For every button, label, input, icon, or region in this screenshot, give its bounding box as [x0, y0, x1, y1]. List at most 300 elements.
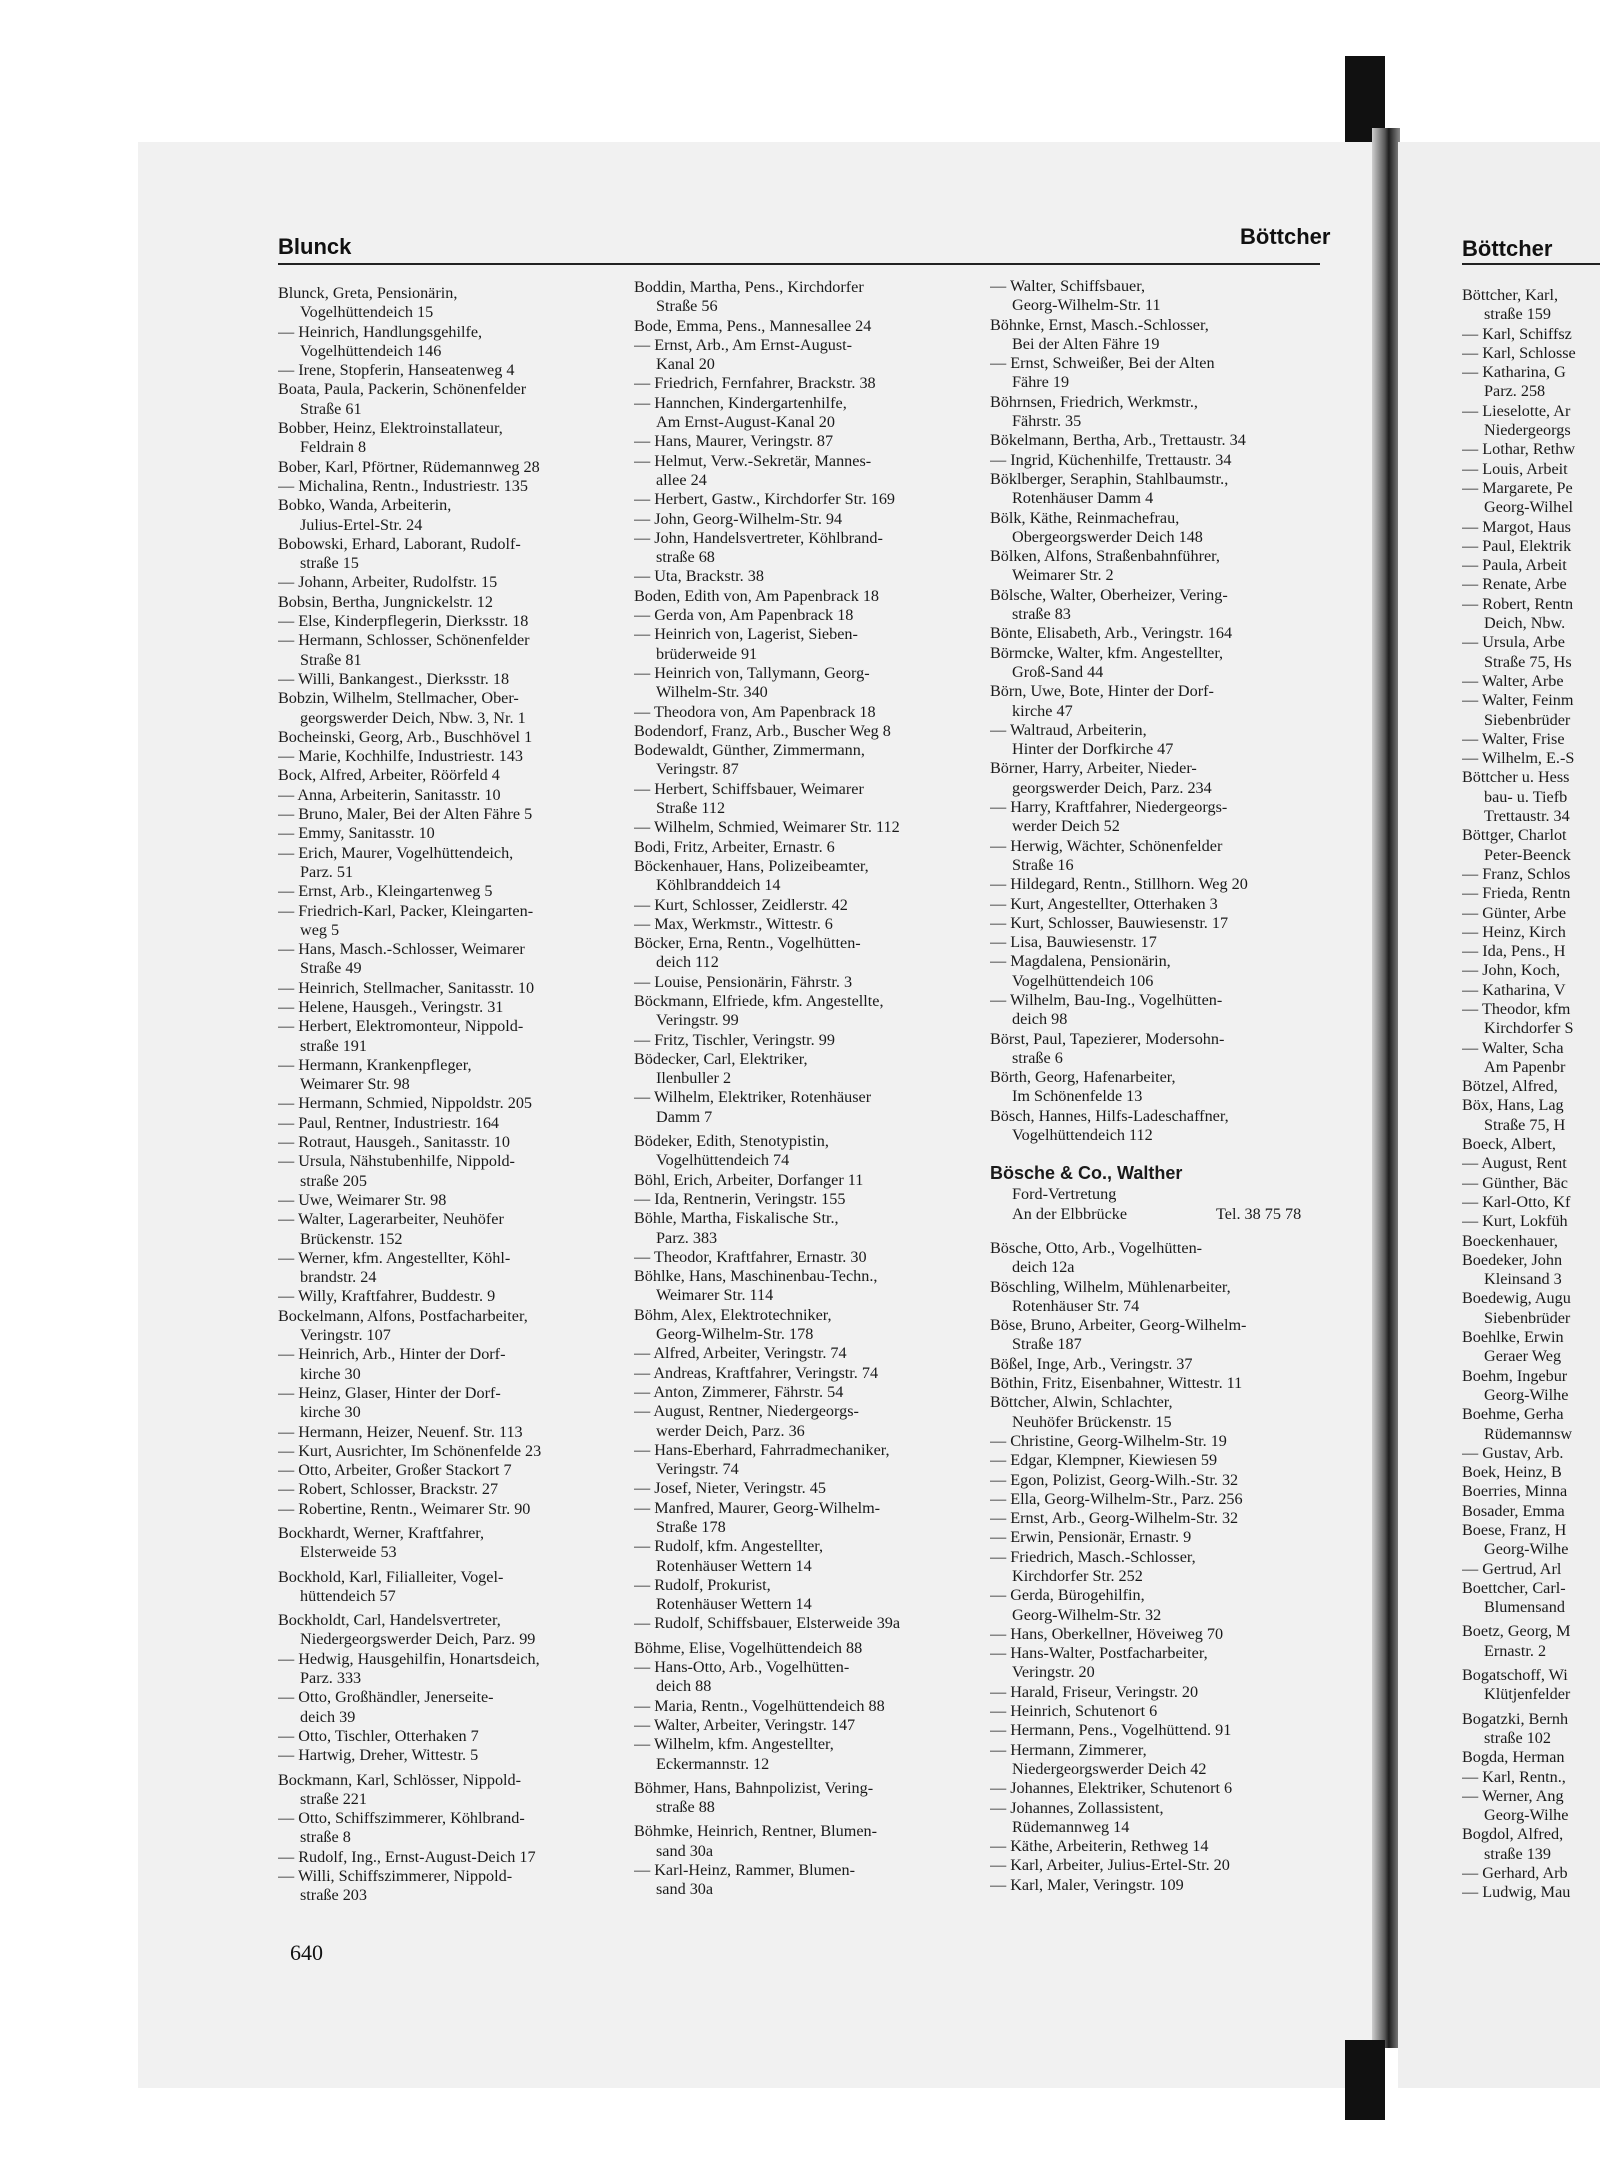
- directory-entry-line: — Hermann, Zimmerer,: [990, 1740, 1147, 1759]
- directory-entry-line: Bockmann, Karl, Schlösser, Nippold-: [278, 1770, 522, 1789]
- directory-entry-line: — Ernst, Arb., Kleingartenweg 5: [278, 882, 493, 901]
- directory-entry-line: — Rudolf, kfm. Angestellter,: [634, 1537, 824, 1556]
- directory-entry-line: Bogda, Herman: [1462, 1748, 1565, 1767]
- directory-entry-line: — Bruno, Maler, Bei der Alten Fähre 5: [278, 805, 533, 824]
- directory-entry-line: — Maria, Rentn., Vogelhüttendeich 88: [634, 1696, 885, 1715]
- entry-continuation-line: Georg-Wilhelm-Str. 178: [656, 1325, 814, 1344]
- directory-entry-line: — Ursula, Arbe: [1462, 633, 1565, 652]
- directory-entry-line: — Hans-Walter, Postfacharbeiter,: [990, 1644, 1208, 1663]
- directory-entry-line: — Otto, Arbeiter, Großer Stackort 7: [278, 1461, 512, 1480]
- entry-continuation-line: Vogelhüttendeich 106: [1012, 971, 1154, 990]
- entry-continuation-line: Kirchdorfer Str. 252: [1012, 1567, 1143, 1585]
- next-page-header-rule: [1462, 263, 1600, 265]
- header-rule: [278, 263, 1320, 265]
- entry-continuation-line: Siebenbrüder: [1484, 710, 1571, 729]
- entry-continuation-line: deich 12a: [1012, 1258, 1075, 1277]
- column-2: [634, 278, 976, 1900]
- directory-entry-line: — Paul, Rentner, Industriestr. 164: [278, 1113, 500, 1132]
- directory-entry-line: Böttcher, Karl,: [1462, 286, 1558, 304]
- directory-entry-line: Boek, Heinz, B: [1462, 1463, 1562, 1482]
- entry-continuation-line: Straße 56: [656, 297, 718, 316]
- directory-entry-line: — Katharina, G: [1462, 363, 1566, 382]
- entry-continuation-line: straße 139: [1484, 1844, 1551, 1863]
- directory-entry-line: Bock, Alfred, Arbeiter, Röörfeld 4: [278, 766, 500, 785]
- directory-entry-line: — Herbert, Elektromonteur, Nippold-: [278, 1017, 524, 1036]
- directory-entry-line: Bockhold, Karl, Filialleiter, Vogel-: [278, 1567, 504, 1586]
- directory-entry-line: — Hildegard, Rentn., Stillhorn. Weg 20: [990, 875, 1248, 894]
- directory-entry-line: — Heinz, Glaser, Hinter der Dorf-: [278, 1383, 501, 1402]
- directory-entry-line: Bogdol, Alfred,: [1462, 1825, 1564, 1844]
- directory-entry-line: — Katharina, V: [1462, 980, 1566, 999]
- directory-entry-line: — Walter, Scha: [1462, 1038, 1564, 1057]
- directory-entry-line: — Otto, Tischler, Otterhaken 7: [278, 1726, 479, 1745]
- directory-entry-line: — Kurt, Ausrichter, Im Schönenfelde 23: [278, 1441, 542, 1460]
- directory-entry-line: — Heinrich, Handlungsgehilfe,: [278, 322, 483, 341]
- directory-entry-line: — Kurt, Angestellter, Otterhaken 3: [990, 894, 1218, 913]
- entry-continuation-line: werder Deich 52: [1012, 817, 1120, 836]
- entry-continuation-line: Rotenhäuser Wettern 14: [656, 1595, 812, 1614]
- entry-continuation-line: Veringstr. 99: [656, 1011, 739, 1030]
- next-page-running-head: Böttcher: [1462, 236, 1553, 261]
- entry-continuation-line: Klütjenfelder: [1484, 1685, 1571, 1704]
- entry-continuation-line: Fährstr. 35: [1012, 412, 1082, 431]
- entry-continuation-line: Am Ernst-August-Kanal 20: [656, 413, 835, 432]
- directory-entry-line: — Walter, Lagerarbeiter, Neuhöfer: [278, 1210, 504, 1229]
- directory-entry-line: — Ludwig, Mau: [1462, 1883, 1571, 1902]
- directory-entry-line: — Johannes, Elektriker, Schutenort 6: [990, 1779, 1233, 1798]
- directory-entry-line: Bölk, Käthe, Reinmachefrau,: [990, 508, 1180, 527]
- directory-entry-line: Blunck, Greta, Pensionärin,: [278, 284, 458, 302]
- directory-entry-line: — Heinz, Kirch: [1462, 922, 1566, 941]
- directory-entry-line: Bocheinski, Georg, Arb., Buschhövel 1: [278, 727, 533, 746]
- entry-continuation-line: Straße 81: [300, 650, 362, 669]
- advertisement-telephone: Tel. 38 75 78: [1216, 1204, 1302, 1223]
- entry-continuation-line: Veringstr. 87: [656, 760, 739, 779]
- directory-entry-line: — Hermann, Heizer, Neuenf. Str. 113: [278, 1422, 523, 1441]
- directory-entry-line: — Hedwig, Hausgehilfin, Honartsdeich,: [278, 1649, 540, 1668]
- entry-continuation-line: Straße 112: [656, 799, 726, 818]
- entry-continuation-line: Eckermannstr. 12: [656, 1754, 770, 1773]
- directory-entry-line: Boese, Franz, H: [1462, 1521, 1567, 1539]
- entry-continuation-line: hüttendeich 57: [300, 1586, 396, 1605]
- directory-entry-line: — Heinrich, Arb., Hinter der Dorf-: [278, 1345, 506, 1364]
- directory-entry-line: — Gerhard, Arb: [1462, 1864, 1568, 1883]
- entry-continuation-line: Am Papenbr: [1484, 1057, 1566, 1076]
- directory-entry-line: Boehlke, Erwin: [1462, 1328, 1564, 1347]
- directory-entry-line: — Waltraud, Arbeiterin,: [990, 720, 1147, 739]
- directory-entry-line: — Hermann, Pens., Vogelhüttend. 91: [990, 1721, 1232, 1740]
- directory-entry-line: Böhm, Alex, Elektrotechniker,: [634, 1305, 832, 1324]
- directory-entry-line: — Willy, Kraftfahrer, Buddestr. 9: [278, 1287, 496, 1306]
- entry-continuation-line: Kirchdorfer S: [1484, 1019, 1574, 1038]
- entry-continuation-line: straße 68: [656, 548, 715, 567]
- directory-entry-line: Bödecker, Carl, Elektriker,: [634, 1049, 808, 1068]
- directory-entry-line: — Hans-Eberhard, Fahrradmechaniker,: [634, 1440, 890, 1459]
- directory-entry-line: — Walter, Frise: [1462, 729, 1565, 748]
- entry-continuation-line: Straße 75, Hs: [1484, 652, 1572, 671]
- entry-continuation-line: deich 88: [656, 1677, 712, 1696]
- entry-continuation-line: brüderweide 91: [656, 644, 758, 663]
- directory-entry-line: Bobber, Heinz, Elektroinstallateur,: [278, 419, 503, 438]
- page-number: 640: [290, 1940, 323, 1965]
- entry-continuation-line: Straße 49: [300, 959, 362, 978]
- directory-entry-line: Böse, Bruno, Arbeiter, Georg-Wilhelm-: [990, 1316, 1247, 1335]
- directory-entry-line: — Hans, Maurer, Veringstr. 87: [634, 432, 834, 451]
- entry-continuation-line: Geraer Weg: [1484, 1347, 1562, 1366]
- column-3-top: [990, 277, 1335, 1145]
- directory-entry-line: — Margot, Haus: [1462, 517, 1571, 536]
- entry-continuation-line: brandstr. 24: [300, 1268, 377, 1287]
- advertisement-name: Bösche & Co., Walther: [990, 1163, 1183, 1184]
- directory-entry-line: — Renate, Arbe: [1462, 575, 1567, 594]
- entry-continuation-line: Kleinsand 3: [1484, 1270, 1562, 1289]
- directory-entry-line: Bogatschoff, Wi: [1462, 1666, 1568, 1685]
- directory-entry-line: — Walter, Schiffsbauer,: [990, 277, 1146, 295]
- directory-entry-line: — Ida, Rentnerin, Veringstr. 155: [634, 1189, 846, 1208]
- directory-entry-line: — Wilhelm, Elektriker, Rotenhäuser: [634, 1088, 872, 1107]
- book-spine: [1372, 128, 1400, 2048]
- directory-entry-line: — Marie, Kochhilfe, Industriestr. 143: [278, 747, 524, 766]
- entry-continuation-line: straße 88: [656, 1798, 715, 1817]
- directory-entry-line: — Kurt, Schlosser, Bauwiesenstr. 17: [990, 913, 1229, 932]
- directory-entry-line: — Karl, Maler, Veringstr. 109: [990, 1875, 1184, 1894]
- directory-entry-line: Böckenhauer, Hans, Polizeibeamter,: [634, 856, 869, 875]
- directory-entry-line: — Gustav, Arb.: [1462, 1443, 1564, 1462]
- directory-entry-line: — Günther, Bäc: [1462, 1173, 1568, 1192]
- directory-entry-line: — Alfred, Arbeiter, Veringstr. 74: [634, 1344, 847, 1363]
- directory-entry-line: — Karl, Arbeiter, Julius-Ertel-Str. 20: [990, 1856, 1230, 1875]
- directory-entry-line: — Lothar, Rethw: [1462, 440, 1576, 459]
- directory-entry-line: Bodi, Fritz, Arbeiter, Ernastr. 6: [634, 837, 835, 856]
- directory-entry-line: — Frieda, Rentn: [1462, 884, 1571, 903]
- directory-entry-line: — Gerda von, Am Papenbrack 18: [634, 606, 854, 625]
- directory-entry-line: — Karl, Schlosse: [1462, 343, 1576, 362]
- directory-entry-line: — Wilhelm, kfm. Angestellter,: [634, 1735, 834, 1754]
- entry-continuation-line: Georg-Wilhelm-Str. 32: [1012, 1605, 1162, 1624]
- directory-entry-line: — Johann, Arbeiter, Rudolfstr. 15: [278, 573, 498, 592]
- directory-entry-line: — Ida, Pens., H: [1462, 942, 1566, 961]
- directory-entry-line: Bockhardt, Werner, Kraftfahrer,: [278, 1524, 485, 1542]
- entry-continuation-line: Deich, Nbw.: [1484, 614, 1566, 633]
- entry-continuation-line: Parz. 333: [300, 1669, 362, 1688]
- directory-entry-line: — Robert, Schlosser, Brackstr. 27: [278, 1480, 499, 1499]
- entry-continuation-line: straße 159: [1484, 305, 1551, 324]
- directory-entry-line: — Erich, Maurer, Vogelhüttendeich,: [278, 843, 514, 862]
- entry-continuation-line: Fähre 19: [1012, 373, 1070, 392]
- directory-entry-line: Bökelmann, Bertha, Arb., Trettaustr. 34: [990, 431, 1246, 450]
- entry-continuation-line: Straße 178: [656, 1518, 726, 1536]
- directory-entry-line: — John, Koch,: [1462, 961, 1561, 980]
- directory-entry-line: — Werner, Ang: [1462, 1786, 1564, 1805]
- entry-continuation-line: Parz. 383: [656, 1228, 718, 1247]
- directory-entry-line: Boetz, Georg, M: [1462, 1622, 1571, 1641]
- directory-entry-line: — Karl-Heinz, Rammer, Blumen-: [634, 1861, 855, 1880]
- directory-entry-line: — Ingrid, Küchenhilfe, Trettaustr. 34: [990, 450, 1232, 469]
- directory-entry-line: — Paul, Elektrik: [1462, 536, 1572, 555]
- binding-strip-bottom: [1345, 2040, 1385, 2120]
- entry-continuation-line: Hinter der Dorfkirche 47: [1012, 740, 1174, 759]
- entry-continuation-line: Georg-Wilhelm-Str. 11: [1012, 296, 1161, 315]
- entry-continuation-line: Georg-Wilhe: [1484, 1806, 1569, 1825]
- directory-entry-line: Böcker, Erna, Rentn., Vogelhütten-: [634, 934, 861, 953]
- directory-entry-line: — Emmy, Sanitasstr. 10: [278, 824, 435, 843]
- entry-continuation-line: Obergeorgswerder Deich 148: [1012, 527, 1203, 546]
- directory-entry-line: Boata, Paula, Packerin, Schönenfelder: [278, 380, 527, 399]
- directory-entry-line: Bösch, Hannes, Hilfs-Ladeschaffner,: [990, 1106, 1229, 1125]
- directory-entry-line: Bobzin, Wilhelm, Stellmacher, Ober-: [278, 689, 519, 708]
- directory-entry-line: Bößel, Inge, Arb., Veringstr. 37: [990, 1354, 1193, 1373]
- entry-continuation-line: Straße 16: [1012, 855, 1074, 874]
- directory-entry-line: Börmcke, Walter, kfm. Angestellter,: [990, 643, 1224, 662]
- entry-continuation-line: Bei der Alten Fähre 19: [1012, 334, 1160, 353]
- running-head-left: Blunck: [278, 234, 352, 259]
- directory-entry-line: Bober, Karl, Pförtner, Rüdemannweg 28: [278, 457, 540, 476]
- directory-entry-line: Böhnke, Ernst, Masch.-Schlosser,: [990, 315, 1209, 334]
- directory-entry-line: — Werner, kfm. Angestellter, Köhl-: [278, 1248, 511, 1267]
- directory-entry-line: — Friedrich-Karl, Packer, Kleingarten-: [278, 901, 534, 920]
- directory-entry-line: Bogatzki, Bernh: [1462, 1709, 1569, 1728]
- entry-continuation-line: Köhlbranddeich 14: [656, 876, 781, 895]
- directory-entry-line: — Heinrich, Schutenort 6: [990, 1702, 1158, 1721]
- directory-entry-line: — Heinrich von, Lagerist, Sieben-: [634, 625, 858, 644]
- directory-entry-line: — Karl, Schiffsz: [1462, 324, 1572, 343]
- entry-continuation-line: Ernastr. 2: [1484, 1641, 1547, 1660]
- directory-entry-line: — Friedrich, Fernfahrer, Brackstr. 38: [634, 374, 876, 393]
- entry-continuation-line: Straße 61: [300, 399, 362, 418]
- directory-entry-line: — Anna, Arbeiterin, Sanitasstr. 10: [278, 785, 501, 804]
- entry-continuation-line: Georg-Wilhe: [1484, 1385, 1569, 1404]
- directory-entry-line: Bodendorf, Franz, Arb., Buscher Weg 8: [634, 721, 891, 740]
- directory-entry-line: — Erwin, Pensionär, Ernastr. 9: [990, 1528, 1192, 1547]
- entry-continuation-line: Rotenhäuser Str. 74: [1012, 1296, 1140, 1315]
- entry-continuation-line: straße 205: [300, 1171, 367, 1190]
- entry-continuation-line: Weimarer Str. 2: [1012, 566, 1114, 585]
- directory-entry-line: — Heinrich von, Tallymann, Georg-: [634, 663, 870, 682]
- entry-continuation-line: Veringstr. 107: [300, 1326, 391, 1345]
- directory-entry-line: Bölsche, Walter, Oberheizer, Vering-: [990, 585, 1228, 604]
- directory-entry-line: — Uta, Brackstr. 38: [634, 567, 764, 586]
- directory-entry-line: — Ernst, Schweißer, Bei der Alten: [990, 354, 1215, 373]
- directory-entry-line: Böhle, Martha, Fiskalische Str.,: [634, 1209, 839, 1228]
- entry-continuation-line: bau- u. Tiefb: [1484, 787, 1568, 806]
- directory-entry-line: — Lisa, Bauwiesenstr. 17: [990, 933, 1157, 952]
- directory-entry-line: — Harry, Kraftfahrer, Niedergeorgs-: [990, 798, 1228, 817]
- directory-entry-line: — Günter, Arbe: [1462, 903, 1567, 922]
- entry-continuation-line: Veringstr. 20: [1012, 1663, 1095, 1682]
- directory-entry-line: — August, Rentner, Niedergeorgs-: [634, 1402, 859, 1421]
- directory-entry-line: — Magdalena, Pensionärin,: [990, 952, 1171, 971]
- directory-entry-line: Bockholdt, Carl, Handelsvertreter,: [278, 1611, 501, 1630]
- directory-entry-line: — Rudolf, Prokurist,: [634, 1575, 771, 1594]
- entry-continuation-line: Weimarer Str. 114: [656, 1286, 774, 1305]
- directory-entry-line: — Louis, Arbeit: [1462, 459, 1568, 478]
- directory-entry-line: — Michalina, Rentn., Industriestr. 135: [278, 476, 528, 495]
- directory-entry-line: — Walter, Arbeiter, Veringstr. 147: [634, 1715, 856, 1734]
- entry-continuation-line: Parz. 51: [300, 862, 354, 881]
- column-3-bottom: [990, 1234, 1335, 1895]
- entry-continuation-line: straße 221: [300, 1789, 367, 1808]
- entry-continuation-line: Rotenhäuser Damm 4: [1012, 489, 1154, 508]
- column-4-next-page: [1462, 286, 1600, 1903]
- directory-entry-line: Boehme, Gerha: [1462, 1405, 1564, 1424]
- directory-entry-line: Bölken, Alfons, Straßenbahnführer,: [990, 547, 1220, 566]
- directory-entry-line: — Margarete, Pe: [1462, 478, 1573, 497]
- entry-continuation-line: Siebenbrüder: [1484, 1308, 1571, 1327]
- directory-entry-line: — Ernst, Arb., Georg-Wilhelm-Str. 32: [990, 1509, 1239, 1528]
- directory-entry-line: — Josef, Nieter, Veringstr. 45: [634, 1479, 826, 1498]
- entry-continuation-line: sand 30a: [656, 1880, 714, 1899]
- entry-continuation-line: Niedergeorgswerder Deich 42: [1012, 1759, 1207, 1778]
- entry-continuation-line: allee 24: [656, 470, 707, 489]
- directory-entry-line: Böhme, Elise, Vogelhüttendeich 88: [634, 1638, 863, 1657]
- directory-entry-line: — Else, Kinderpflegerin, Dierksstr. 18: [278, 612, 529, 631]
- directory-entry-line: — Hans, Oberkellner, Höveiweg 70: [990, 1624, 1224, 1643]
- entry-continuation-line: deich 39: [300, 1707, 356, 1726]
- directory-entry-line: Böhmke, Heinrich, Rentner, Blumen-: [634, 1822, 878, 1841]
- directory-entry-line: Bosader, Emma: [1462, 1501, 1565, 1520]
- directory-entry-line: — Otto, Großhändler, Jenerseite-: [278, 1688, 494, 1707]
- entry-continuation-line: straße 191: [300, 1036, 367, 1055]
- directory-entry-line: — Max, Werkmstr., Wittestr. 6: [634, 914, 833, 933]
- directory-entry-line: — August, Rent: [1462, 1154, 1567, 1173]
- directory-entry-line: Bobowski, Erhard, Laborant, Rudolf-: [278, 534, 521, 553]
- entry-continuation-line: deich 98: [1012, 1010, 1068, 1029]
- directory-entry-line: — Hans, Masch.-Schlosser, Weimarer: [278, 940, 525, 959]
- directory-entry-line: — Edgar, Klempner, Kiewiesen 59: [990, 1451, 1218, 1470]
- directory-entry-line: — Fritz, Tischler, Veringstr. 99: [634, 1030, 835, 1049]
- directory-entry-line: Böhrnsen, Friedrich, Werkmstr.,: [990, 392, 1198, 411]
- directory-entry-line: — Walter, Feinm: [1462, 691, 1574, 710]
- directory-entry-line: Boeck, Albert,: [1462, 1135, 1556, 1154]
- directory-entry-line: — Ella, Georg-Wilhelm-Str., Parz. 256: [990, 1489, 1243, 1508]
- directory-entry-line: — Uwe, Weimarer Str. 98: [278, 1190, 447, 1209]
- entry-continuation-line: straße 83: [1012, 605, 1071, 624]
- directory-entry-line: Böttcher, Alwin, Schlachter,: [990, 1393, 1173, 1412]
- entry-continuation-line: Vogelhüttendeich 146: [300, 341, 442, 360]
- advertisement-line-1: Ford-Vertretung: [1012, 1185, 1117, 1204]
- directory-entry-line: — Kurt, Schlosser, Zeidlerstr. 42: [634, 895, 848, 914]
- entry-continuation-line: straße 102: [1484, 1728, 1551, 1747]
- directory-entry-line: — Rudolf, Ing., Ernst-August-Deich 17: [278, 1847, 536, 1866]
- directory-entry-line: — Rotraut, Hausgeh., Sanitasstr. 10: [278, 1133, 510, 1152]
- entry-continuation-line: Wilhelm-Str. 340: [656, 683, 768, 702]
- entry-continuation-line: Straße 187: [1012, 1335, 1082, 1354]
- directory-entry-line: — Franz, Schlos: [1462, 864, 1571, 883]
- entry-continuation-line: Straße 75, H: [1484, 1115, 1566, 1134]
- directory-entry-line: — Rudolf, Schiffsbauer, Elsterweide 39a: [634, 1614, 901, 1633]
- directory-entry-line: — Anton, Zimmerer, Fährstr. 54: [634, 1382, 844, 1401]
- directory-entry-line: — Käthe, Arbeiterin, Rethweg 14: [990, 1837, 1209, 1856]
- entry-continuation-line: Brückenstr. 152: [300, 1229, 403, 1248]
- directory-entry-line: Bockelmann, Alfons, Postfacharbeiter,: [278, 1306, 528, 1325]
- entry-continuation-line: Blumensand: [1484, 1598, 1565, 1617]
- entry-continuation-line: Ilenbuller 2: [656, 1069, 732, 1088]
- directory-entry-line: — Wilhelm, Bau-Ing., Vogelhütten-: [990, 990, 1223, 1009]
- directory-entry-line: Börst, Paul, Tapezierer, Modersohn-: [990, 1029, 1225, 1048]
- entry-continuation-line: Neuhöfer Brückenstr. 15: [1012, 1412, 1172, 1431]
- directory-entry-line: — Johannes, Zollassistent,: [990, 1798, 1164, 1817]
- entry-continuation-line: Kanal 20: [656, 355, 715, 374]
- directory-entry-line: Böttger, Charlot: [1462, 826, 1567, 845]
- column-3: [990, 277, 1335, 1895]
- directory-entry-line: Böhlke, Hans, Maschinenbau-Techn.,: [634, 1267, 878, 1286]
- entry-continuation-line: Weimarer Str. 98: [300, 1075, 410, 1094]
- directory-entry-line: Böckmann, Elfriede, kfm. Angestellte,: [634, 991, 884, 1010]
- directory-entry-line: Bobko, Wanda, Arbeiterin,: [278, 496, 452, 515]
- directory-entry-line: — Paula, Arbeit: [1462, 556, 1567, 575]
- directory-entry-line: — Louise, Pensionärin, Fährstr. 3: [634, 972, 853, 991]
- entry-continuation-line: Niedergeorgswerder Deich, Parz. 99: [300, 1630, 536, 1649]
- directory-entry-line: Böttcher u. Hess: [1462, 768, 1570, 787]
- entry-continuation-line: Peter-Beenck: [1484, 845, 1571, 864]
- entry-continuation-line: deich 112: [656, 953, 719, 972]
- directory-entry-line: Boeckenhauer,: [1462, 1231, 1558, 1250]
- directory-entry-line: — Karl, Rentn.,: [1462, 1767, 1566, 1786]
- directory-entry-line: Boehm, Ingebur: [1462, 1366, 1568, 1385]
- directory-entry-line: — Gerda, Bürogehilfin,: [990, 1586, 1145, 1605]
- directory-entry-line: Boddin, Martha, Pens., Kirchdorfer: [634, 278, 864, 296]
- entry-continuation-line: Vogelhüttendeich 112: [1012, 1126, 1153, 1145]
- entry-continuation-line: Damm 7: [656, 1107, 713, 1126]
- directory-entry-line: Bode, Emma, Pens., Mannesallee 24: [634, 316, 872, 335]
- entry-continuation-line: Feldrain 8: [300, 438, 367, 457]
- entry-continuation-line: Veringstr. 74: [656, 1460, 739, 1479]
- directory-entry-line: — Hermann, Krankenpfleger,: [278, 1055, 472, 1074]
- directory-entry-line: — Herwig, Wächter, Schönenfelder: [990, 836, 1223, 855]
- entry-continuation-line: Julius-Ertel-Str. 24: [300, 515, 423, 534]
- directory-entry-line: Börner, Harry, Arbeiter, Nieder-: [990, 759, 1197, 778]
- directory-entry-line: — Hermann, Schmied, Nippoldstr. 205: [278, 1094, 533, 1113]
- entry-continuation-line: straße 203: [300, 1886, 367, 1905]
- directory-entry-line: Bötzel, Alfred,: [1462, 1077, 1558, 1096]
- entry-continuation-line: Rüdemannweg 14: [1012, 1817, 1130, 1836]
- directory-entry-line: — Theodora von, Am Papenbrack 18: [634, 702, 876, 721]
- directory-entry-line: — Ursula, Nähstubenhilfe, Nippold-: [278, 1152, 515, 1171]
- directory-entry-line: — Theodor, Kraftfahrer, Ernastr. 30: [634, 1247, 867, 1266]
- directory-entry-line: — Irene, Stopferin, Hanseatenweg 4: [278, 361, 515, 380]
- entry-continuation-line: Rotenhäuser Wettern 14: [656, 1556, 812, 1575]
- entry-continuation-line: sand 30a: [656, 1841, 714, 1860]
- advertisement-address: An der Elbbrücke: [1012, 1204, 1128, 1223]
- entry-continuation-line: georgswerder Deich, Nbw. 3, Nr. 1: [300, 708, 526, 727]
- directory-entry-line: — Helmut, Verw.-Sekretär, Mannes-: [634, 451, 872, 470]
- entry-continuation-line: Niedergeorgs: [1484, 421, 1571, 440]
- directory-entry-line: Böhl, Erich, Arbeiter, Dorfanger 11: [634, 1170, 864, 1189]
- directory-entry-line: — Herbert, Gastw., Kirchdorfer Str. 169: [634, 490, 896, 509]
- directory-entry-line: — Wilhelm, E.-S: [1462, 749, 1575, 768]
- directory-entry-line: Bödeker, Edith, Stenotypistin,: [634, 1132, 829, 1151]
- directory-entry-line: — Otto, Schiffszimmerer, Köhlbrand-: [278, 1809, 525, 1828]
- directory-entry-line: — Helene, Hausgeh., Veringstr. 31: [278, 997, 504, 1016]
- directory-entry-line: — Harald, Friseur, Veringstr. 20: [990, 1682, 1199, 1701]
- directory-entry-line: Börn, Uwe, Bote, Hinter der Dorf-: [990, 682, 1214, 701]
- entry-continuation-line: kirche 30: [300, 1364, 361, 1383]
- directory-entry-line: — Hans-Otto, Arb., Vogelhütten-: [634, 1658, 850, 1677]
- directory-entry-line: — Friedrich, Masch.-Schlosser,: [990, 1547, 1196, 1566]
- directory-entry-line: — Kurt, Lokfüh: [1462, 1212, 1568, 1231]
- entry-continuation-line: georgswerder Deich, Parz. 234: [1012, 778, 1212, 797]
- directory-entry-line: — Theodor, kfm: [1462, 999, 1571, 1018]
- entry-continuation-line: Parz. 258: [1484, 382, 1546, 401]
- advertisement-line-2: [990, 1205, 1335, 1224]
- directory-entry-line: — Walter, Arbe: [1462, 671, 1564, 690]
- directory-entry-line: — John, Georg-Wilhelm-Str. 94: [634, 509, 843, 528]
- directory-entry-line: — Robert, Rentn: [1462, 594, 1574, 613]
- entry-continuation-line: weg 5: [300, 920, 340, 939]
- entry-continuation-line: Elsterweide 53: [300, 1543, 397, 1562]
- directory-entry-line: — Robertine, Rentn., Weimarer Str. 90: [278, 1499, 531, 1518]
- directory-entry-line: Böthin, Fritz, Eisenbahner, Wittestr. 11: [990, 1374, 1243, 1393]
